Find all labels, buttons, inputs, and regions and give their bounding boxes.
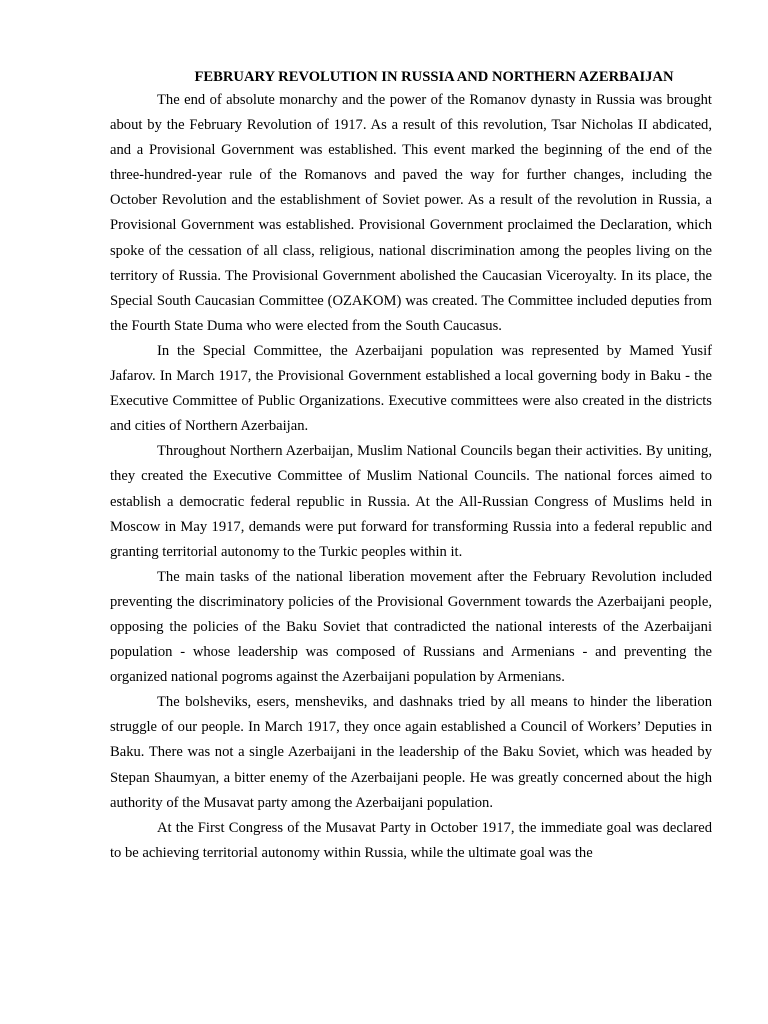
- document-title: FEBRUARY REVOLUTION IN RUSSIA AND NORTHERN AZERBAIJAN: [194, 69, 674, 85]
- paragraph-national-liberation-tasks: The main tasks of the national liberation movement after the February Revolution included preventing the discriminatory policies of the Provisional Government towards the Azerbaijani people, opposing the policies of the Baku Soviet that contradicted the national interests of the Azerbaijani population - whose leadership was composed of Russians and Armenians - and preventing the organized national pogroms against the Azerbaijani population by Armenians.: [110, 568, 712, 686]
- document-page: [110, 66, 712, 866]
- paragraph-muslim-national-councils: Throughout Northern Azerbaijan, Muslim National Councils began their activities. By uniting, they created the Executive Committee of Muslim National Councils. The national forces aimed to establish a democratic federal republic in Russia. At the All-Russian Congress of Muslims held in Moscow in May 1917, demands were put forward for transforming Russia into a federal republic and granting territorial autonomy to the Turkic peoples within it.: [110, 443, 712, 560]
- paragraph-special-committee: In the Special Committee, the Azerbaijani population was represented by Mamed Yusif Jafarov. In March 1917, the Provisional Government established a local governing body in Baku - the Executive Committee of Public Organizations. Executive committees were also created in the districts and cities of Northern Azerbaijan.: [110, 342, 712, 435]
- paragraph-musavat-congress: At the First Congress of the Musavat Party in October 1917, the immediate goal was declared to be achieving territorial autonomy within Russia, while the ultimate goal was the: [110, 819, 712, 861]
- paragraph-baku-soviet: The bolsheviks, esers, mensheviks, and dashnaks tried by all means to hinder the liberation struggle of our people. In March 1917, they once again established a Council of Workers’ Deputies in Baku. There was not a single Azerbaijani in the leadership of the Baku Soviet, which was headed by Stepan Shaumyan, a bitter enemy of the Azerbaijani people. He was greatly concerned about the high authority of the Musavat party among the Azerbaijani population.: [110, 694, 712, 811]
- paragraph-february-revolution: The end of absolute monarchy and the power of the Romanov dynasty in Russia was brought about by the February Revolution of 1917. As a result of this revolution, Tsar Nicholas II abdicated, and a Provisional Government was established. This event marked the beginning of the end of the three-hundred-year rule of the Romanovs and paved the way for further changes, including the October Revolution and the establishment of Soviet power. As a result of the revolution in Russia, a Provisional Government was established. Provisional Government proclaimed the Declaration, which spoke of the cessation of all class, religious, national discrimination among the peoples living on the territory of Russia. The Provisional Government abolished the Caucasian Viceroyalty. In its place, the Special South Caucasian Committee (OZAKOM) was created. The Committee included deputies from the Fourth State Duma who were elected from the South Caucasus.: [110, 92, 712, 334]
